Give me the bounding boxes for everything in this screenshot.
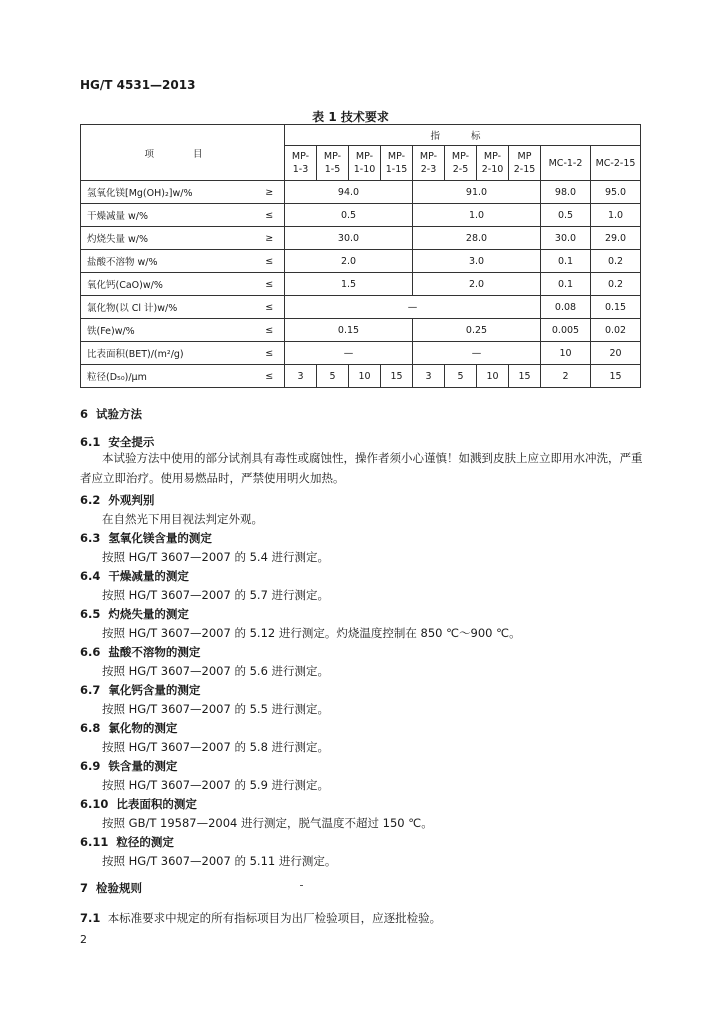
- section-text: 在自然光下用目视法判定外观。: [102, 512, 263, 526]
- section-text: 按照 HG/T 3607—2007 的 5.6 进行测定。: [102, 664, 330, 678]
- section-heading: 6.8 氯化物的测定: [80, 721, 178, 735]
- mp2-value: 1.0: [413, 204, 541, 227]
- grade-header: MP- 1-5: [317, 146, 349, 181]
- particle-value: 3: [413, 365, 445, 388]
- row-symbol: ≥: [255, 227, 285, 250]
- grade-header: MC-2-15: [591, 146, 641, 181]
- mc2-value: 29.0: [591, 227, 641, 250]
- grade-header: MC-1-2: [541, 146, 591, 181]
- table-row: [81, 296, 641, 319]
- table-row: [81, 250, 641, 273]
- row-item: 干燥减量 w/%: [81, 204, 255, 227]
- section-text: 按照 HG/T 3607—2007 的 5.12 进行测定。灼烧温度控制在 850 ℃～900 ℃。: [102, 626, 521, 640]
- row-item: 氧化钙(CaO)w/%: [81, 273, 255, 296]
- mp2-value: 0.25: [413, 319, 541, 342]
- section-heading: 6.4 干燥减量的测定: [80, 569, 189, 583]
- index-header: 指 标: [285, 125, 641, 146]
- safety-paragraph: 本试验方法中使用的部分试剂具有毒性或腐蚀性，操作者须小心谨慎！如溅到皮肤上应立即用水冲洗，严重者应立即治疗。使用易燃品时，严禁使用明火加热。: [80, 451, 643, 485]
- row-symbol: ≤: [255, 273, 285, 296]
- mp1-value: 2.0: [285, 250, 413, 273]
- mc1-value: 0.005: [541, 319, 591, 342]
- standard-code: HG/T 4531—2013: [80, 78, 196, 92]
- row-item: 氢氧化镁[Mg(OH)₂]w/%: [81, 181, 255, 204]
- row-symbol: ≤: [255, 204, 285, 227]
- grade-header: MP- 1-10: [349, 146, 381, 181]
- section-heading: 6.11 粒径的测定: [80, 835, 174, 849]
- section-text: 按照 HG/T 3607—2007 的 5.5 进行测定。: [102, 702, 330, 716]
- grade-header: MP- 2-3: [413, 146, 445, 181]
- row-item: 氯化物(以 Cl 计)w/%: [81, 296, 255, 319]
- row-symbol: ≤: [255, 250, 285, 273]
- table-row: [81, 227, 641, 250]
- mc2-value: 0.02: [591, 319, 641, 342]
- particle-value: 5: [317, 365, 349, 388]
- mc1-value: 30.0: [541, 227, 591, 250]
- mc1-value: 0.1: [541, 273, 591, 296]
- row-symbol: ≤: [255, 296, 285, 319]
- row-symbol: ≤: [255, 319, 285, 342]
- section-heading: 6 试验方法: [80, 407, 143, 421]
- mp2-value: 2.0: [413, 273, 541, 296]
- scan-mark: [300, 885, 303, 886]
- table-row: [81, 181, 641, 204]
- section-heading: 6.7 氧化钙含量的测定: [80, 683, 201, 697]
- mp1-value: 94.0: [285, 181, 413, 204]
- table-row: [81, 342, 641, 365]
- grade-header: MP- 2-10: [477, 146, 509, 181]
- particle-value: 15: [509, 365, 541, 388]
- row-item: 比表面积(BET)/(m²/g): [81, 342, 255, 365]
- mp2-value: 28.0: [413, 227, 541, 250]
- particle-value: 10: [349, 365, 381, 388]
- section-text: 按照 HG/T 3607—2007 的 5.9 进行测定。: [102, 778, 330, 792]
- mc2-value: 95.0: [591, 181, 641, 204]
- section-heading: 6.6 盐酸不溶物的测定: [80, 645, 201, 659]
- mc1-value: 0.08: [541, 296, 591, 319]
- grade-header: MP- 1-15: [381, 146, 413, 181]
- row-symbol: ≤: [255, 342, 285, 365]
- particle-value: 3: [285, 365, 317, 388]
- mc2-value: 0.2: [591, 273, 641, 296]
- particle-value: 15: [591, 365, 641, 388]
- grade-header: MP- 2-5: [445, 146, 477, 181]
- particle-value: 10: [477, 365, 509, 388]
- table-header-row: [81, 125, 641, 146]
- grade-header: MP 2-15: [509, 146, 541, 181]
- section-text: 按照 HG/T 3607—2007 的 5.11 进行测定。: [102, 854, 337, 868]
- mc2-value: 0.15: [591, 296, 641, 319]
- table-title: 表 1 技术要求: [312, 110, 389, 124]
- section-heading: 6.3 氢氧化镁含量的测定: [80, 531, 212, 545]
- mp-value: —: [285, 296, 541, 319]
- mc1-value: 0.1: [541, 250, 591, 273]
- grade-header: MP- 1-3: [285, 146, 317, 181]
- row-symbol: ≥: [255, 181, 285, 204]
- row-item: 灼烧失量 w/%: [81, 227, 255, 250]
- mp1-value: 30.0: [285, 227, 413, 250]
- row-item: 盐酸不溶物 w/%: [81, 250, 255, 273]
- table-row: [81, 273, 641, 296]
- section-heading: 6.10 比表面积的测定: [80, 797, 197, 811]
- mc2-value: 0.2: [591, 250, 641, 273]
- mp2-value: —: [413, 342, 541, 365]
- section-heading: 7 检验规则: [80, 881, 143, 895]
- section-text: 按照 HG/T 3607—2007 的 5.7 进行测定。: [102, 588, 330, 602]
- mp1-value: —: [285, 342, 413, 365]
- mp1-value: 0.5: [285, 204, 413, 227]
- section-heading: 6.2 外观判别: [80, 493, 155, 507]
- particle-value: 15: [381, 365, 413, 388]
- table-row: [81, 319, 641, 342]
- mc1-value: 10: [541, 342, 591, 365]
- particle-value: 2: [541, 365, 591, 388]
- section-heading: 6.5 灼烧失量的测定: [80, 607, 189, 621]
- mp2-value: 91.0: [413, 181, 541, 204]
- clause-7-1: 7.1 本标准要求中规定的所有指标项目为出厂检验项目，应逐批检验。: [80, 911, 442, 925]
- section-text: 按照 HG/T 3607—2007 的 5.8 进行测定。: [102, 740, 330, 754]
- mc1-value: 0.5: [541, 204, 591, 227]
- section-heading: 6.9 铁含量的测定: [80, 759, 178, 773]
- project-header: 项 目: [81, 125, 285, 181]
- page-number: 2: [80, 933, 87, 946]
- particle-value: 5: [445, 365, 477, 388]
- technical-requirements-table: [80, 124, 641, 388]
- row-item: 铁(Fe)w/%: [81, 319, 255, 342]
- mp1-value: 1.5: [285, 273, 413, 296]
- section-text: 按照 HG/T 3607—2007 的 5.4 进行测定。: [102, 550, 330, 564]
- row-symbol: ≤: [255, 365, 285, 388]
- table-row: [81, 365, 641, 388]
- mc1-value: 98.0: [541, 181, 591, 204]
- mp2-value: 3.0: [413, 250, 541, 273]
- section-text: 按照 GB/T 19587—2004 进行测定，脱气温度不超过 150 ℃。: [102, 816, 433, 830]
- mp1-value: 0.15: [285, 319, 413, 342]
- mc2-value: 20: [591, 342, 641, 365]
- row-item: 粒径(D₅₀)/μm: [81, 365, 255, 388]
- table-row: [81, 204, 641, 227]
- section-heading: 6.1 安全提示: [80, 435, 155, 449]
- mc2-value: 1.0: [591, 204, 641, 227]
